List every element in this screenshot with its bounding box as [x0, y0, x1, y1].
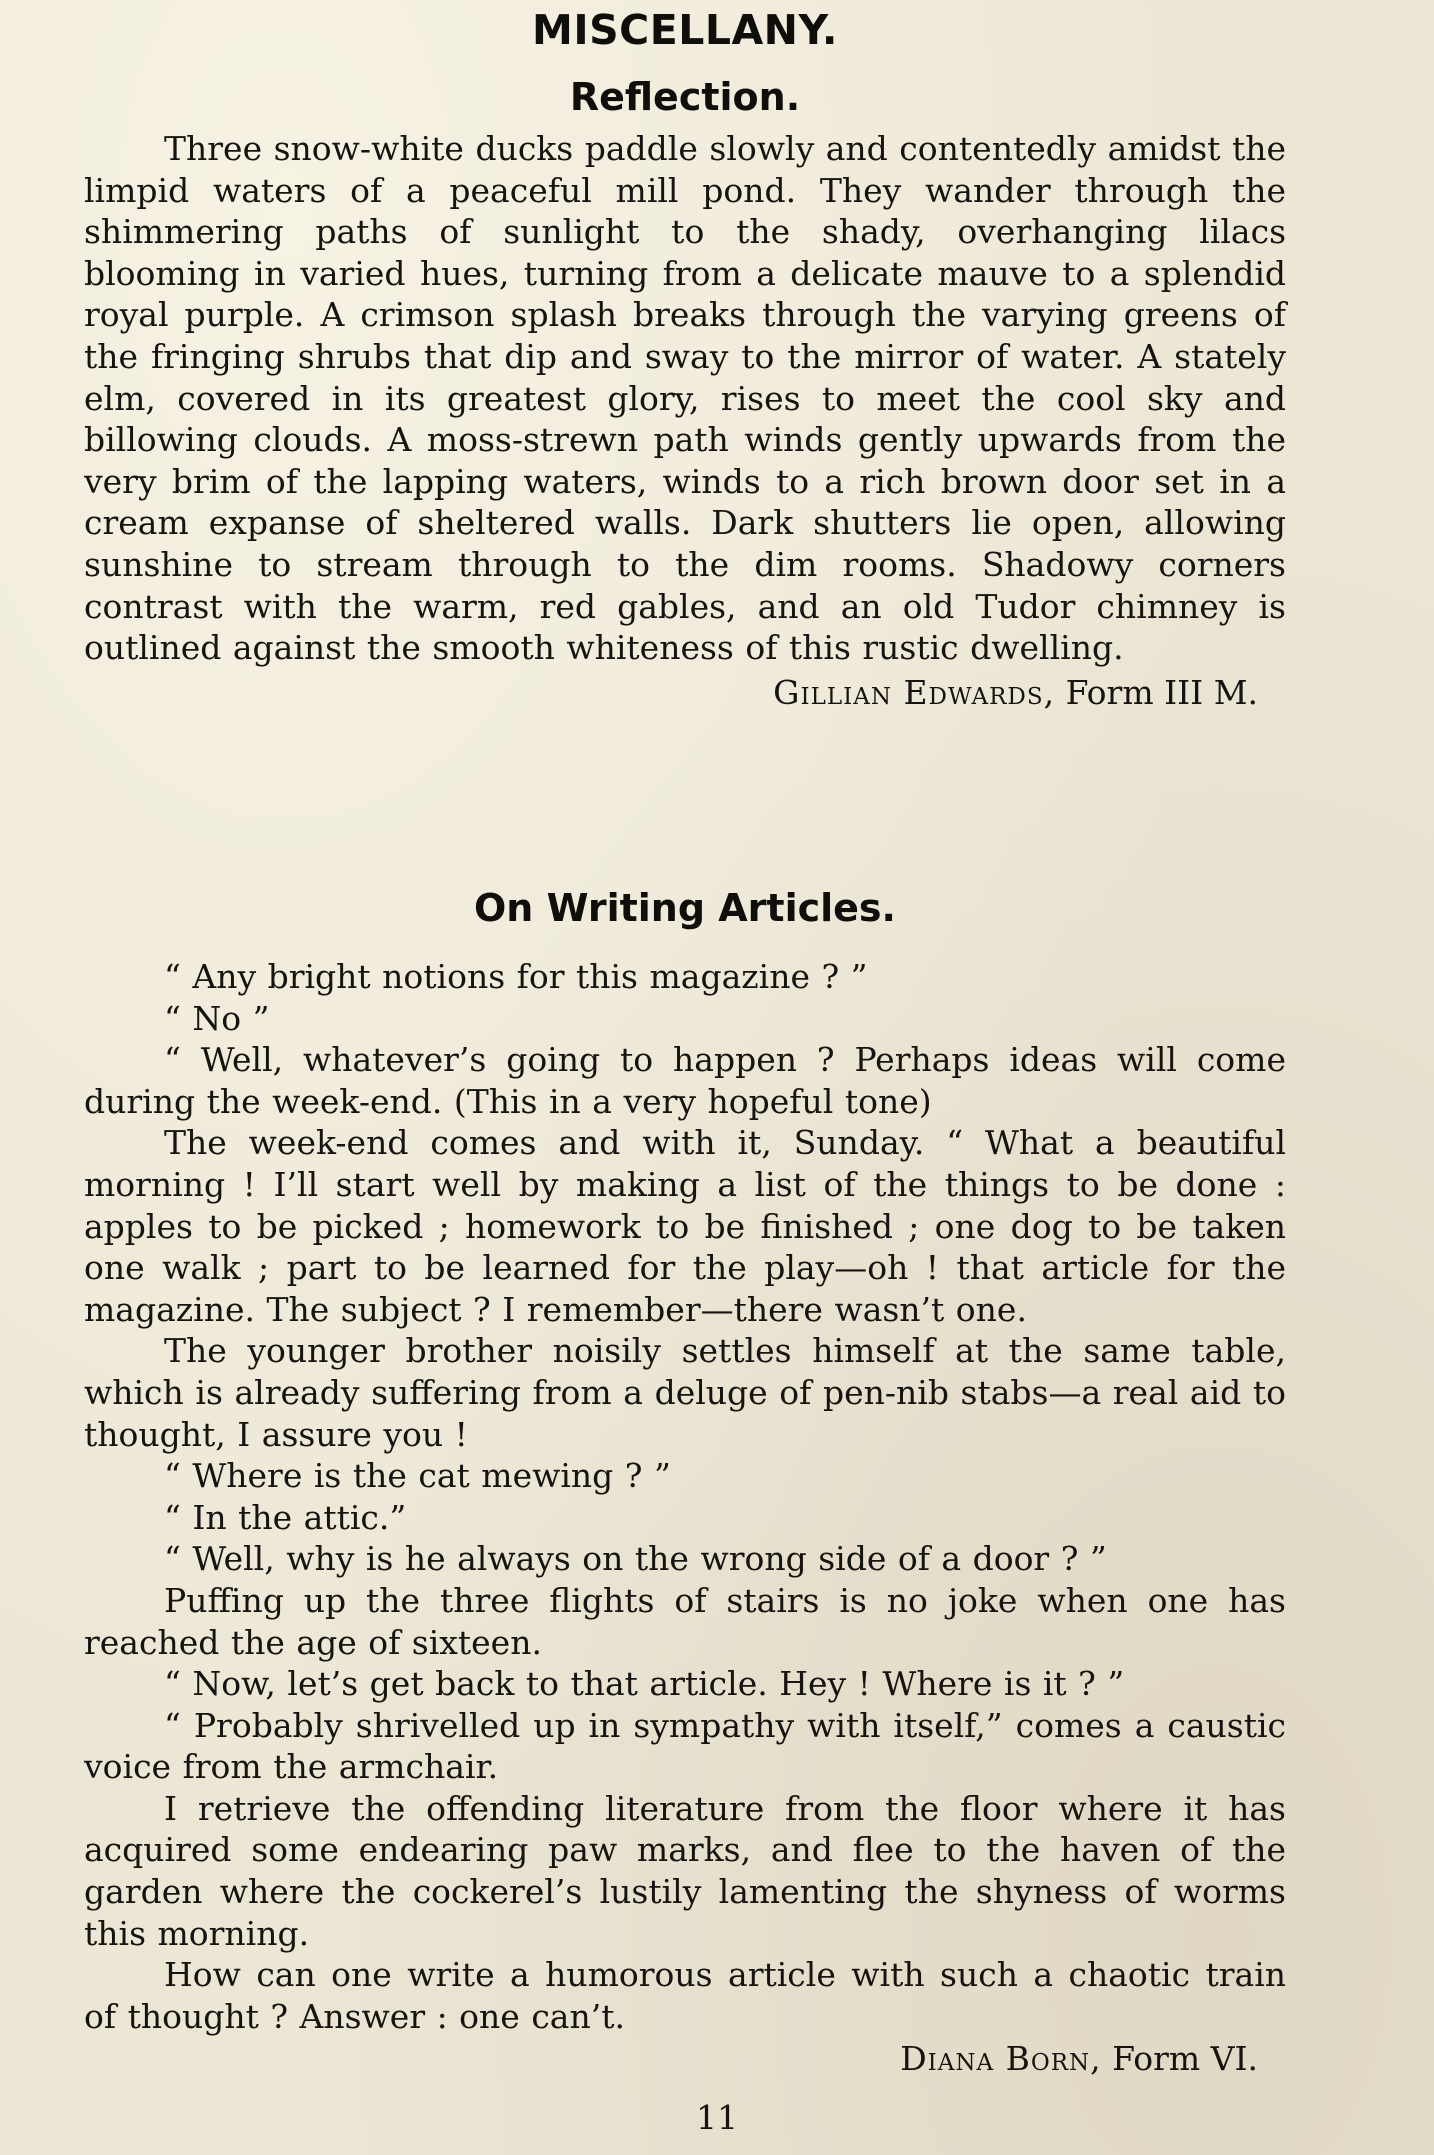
article-paragraph: Three snow-white ducks paddle slowly and contentedly amidst the limpid waters of a peaceful mill pond. They wander through the shimmering paths of sunlight to the shady, overhanging lilacs blooming in varied hues, turning from a delicate mauve to a splendid royal purple. A crimson splash breaks through the varying greens of the fringing shrubs that dip and sway to the mirror of water. A stately elm, covered in its greatest glory, rises to meet the cool sky and billowing clouds. A moss-strewn path winds gently upwards from the very brim of the lapping waters, winds to a rich brown door set in a cream expanse of sheltered walls. Dark shutters lie open, allowing sunshine to stream through to the dim rooms. Shadowy corners contrast with the warm, red gables, and an old Tudor chimney is outlined against the smooth whiteness of this rustic dwelling.: [84, 129, 1286, 668]
article-title-writing: On Writing Articles.: [474, 886, 896, 930]
author-form: Form III M.: [1065, 672, 1258, 712]
dialogue-line: “ Probably shrivelled up in sympathy with itself,” comes a caustic voice from the armchair.: [84, 1705, 1286, 1787]
dialogue-line: “ Where is the cat mewing ? ”: [164, 1456, 671, 1496]
article-body-writing: [84, 956, 1286, 2081]
author-signature: [84, 671, 1286, 715]
dialogue-line: “ Well, why is he always on the wrong side of a door ? ”: [164, 1539, 1107, 1579]
dialogue-line: “ Well, whatever’s going to happen ? Perhaps ideas will come during the week-end. (This in a very hopeful tone): [84, 1040, 1286, 1121]
article-paragraph: The week-end comes and with it, Sunday. “ What a beautiful morning ! I’ll start well by making a list of the things to be done : apples to be picked ; homework to be finished ; one dog to be taken one walk ; part to be learned for the play—oh ! that article for the magazine. The subject ? I remember—there wasn’t one.: [84, 1123, 1286, 1329]
article-title-reflection: Reflection.: [569, 75, 801, 119]
author-name: Gillian Edwards,: [773, 672, 1056, 712]
article-paragraph: The younger brother noisily settles himself at the same table, which is already suffering from a deluge of pen-nib stabs—a real aid to thought, I assure you !: [84, 1331, 1286, 1454]
dialogue-line: “ Any bright notions for this magazine ? ”: [164, 957, 868, 996]
article-paragraph: Puffing up the three flights of stairs is no joke when one has reached the age of sixteen.: [84, 1580, 1286, 1662]
article-paragraph: I retrieve the offending literature from the floor where it has acquired some endearing paw marks, and flee to the haven of the garden where the cockerel’s lustily lamenting the shyness of worms this morning.: [84, 1788, 1286, 1953]
author-name: Diana Born,: [900, 2039, 1102, 2079]
article-paragraph: How can one write a humorous article with such a chaotic train of thought ? Answer : one can’t.: [84, 1955, 1286, 2036]
author-signature: [84, 2037, 1286, 2081]
page-number: 11: [696, 2098, 738, 2137]
dialogue-line: “ No ”: [164, 998, 270, 1038]
author-form: Form VI.: [1112, 2039, 1258, 2079]
dialogue-line: “ In the attic.”: [164, 1497, 407, 1537]
dialogue-line: “ Now, let’s get back to that article. Hey ! Where is it ? ”: [164, 1664, 1125, 1704]
article-body-reflection: [84, 128, 1286, 715]
section-title: MISCELLANY.: [532, 6, 838, 54]
